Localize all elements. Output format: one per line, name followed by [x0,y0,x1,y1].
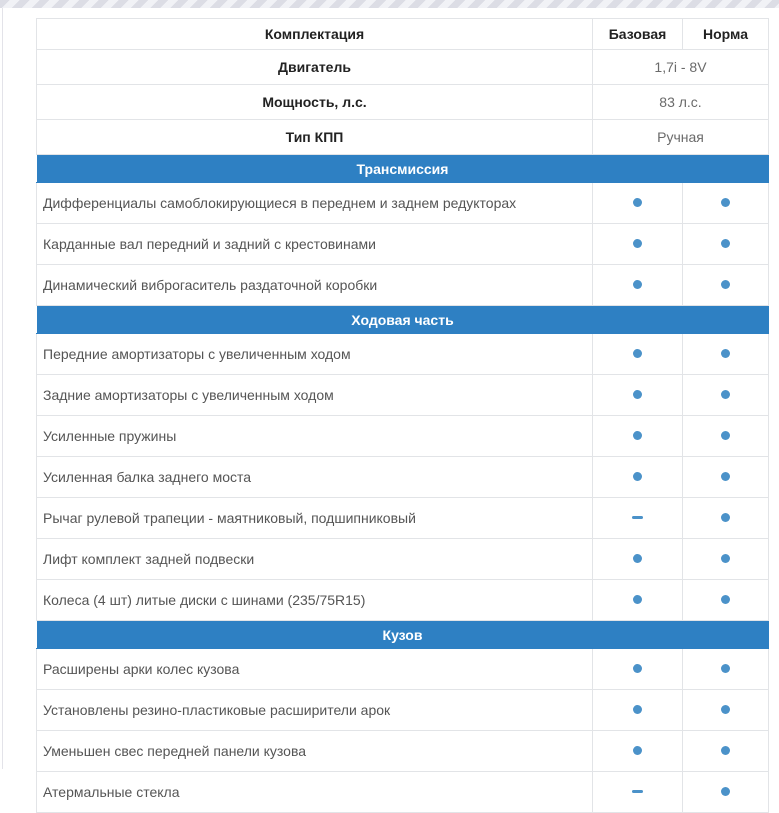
norma-availability-cell [683,224,769,265]
feature-row [37,334,769,375]
included-dot-icon [633,431,642,440]
base-availability-cell [593,416,683,457]
feature-label: Передние амортизаторы с увеличенным ходом [37,334,593,375]
norma-availability-cell [683,772,769,813]
base-availability-cell [593,375,683,416]
feature-row [37,649,769,690]
feature-row [37,539,769,580]
spec-label: Мощность, л.с. [37,85,593,120]
not-available-dash-icon [632,516,643,519]
feature-label: Дифференциалы самоблокирующиеся в переднем и заднем редукторах [37,183,593,224]
base-availability-cell [593,457,683,498]
column-header-base: Базовая [593,19,683,50]
base-availability-cell [593,498,683,539]
norma-availability-cell [683,416,769,457]
included-dot-icon [633,349,642,358]
included-dot-icon [721,349,730,358]
equipment-comparison-table [36,18,769,813]
section-title: Ходовая часть [37,306,769,334]
section-header-row [37,306,769,334]
included-dot-icon [633,705,642,714]
included-dot-icon [721,787,730,796]
feature-label: Атермальные стекла [37,772,593,813]
base-availability-cell [593,183,683,224]
norma-availability-cell [683,375,769,416]
feature-row [37,265,769,306]
included-dot-icon [633,746,642,755]
included-dot-icon [633,239,642,248]
table-header-row [37,19,769,50]
norma-availability-cell [683,580,769,621]
included-dot-icon [633,198,642,207]
norma-availability-cell [683,649,769,690]
feature-row [37,498,769,539]
spec-value: 1,7i - 8V [593,50,769,85]
included-dot-icon [721,280,730,289]
included-dot-icon [721,595,730,604]
base-availability-cell [593,649,683,690]
section-header-row [37,155,769,183]
column-header-configuration: Комплектация [37,19,593,50]
included-dot-icon [633,390,642,399]
included-dot-icon [721,431,730,440]
feature-label: Установлены резино-пластиковые расширители арок [37,690,593,731]
included-dot-icon [633,280,642,289]
norma-availability-cell [683,539,769,580]
included-dot-icon [721,472,730,481]
spec-value: Ручная [593,120,769,155]
feature-row [37,375,769,416]
feature-label: Карданные вал передний и задний с крестовинами [37,224,593,265]
feature-label: Уменьшен свес передней панели кузова [37,731,593,772]
spec-label: Двигатель [37,50,593,85]
base-availability-cell [593,731,683,772]
page-left-border-line [2,8,3,769]
norma-availability-cell [683,334,769,375]
base-availability-cell [593,265,683,306]
feature-row [37,416,769,457]
included-dot-icon [721,239,730,248]
included-dot-icon [721,554,730,563]
feature-label: Лифт комплект задней подвески [37,539,593,580]
included-dot-icon [721,746,730,755]
base-availability-cell [593,334,683,375]
included-dot-icon [633,664,642,673]
feature-row [37,690,769,731]
feature-label: Динамический виброгаситель раздаточной коробки [37,265,593,306]
base-availability-cell [593,772,683,813]
included-dot-icon [721,705,730,714]
feature-label: Задние амортизаторы с увеличенным ходом [37,375,593,416]
included-dot-icon [721,390,730,399]
spec-label: Тип КПП [37,120,593,155]
norma-availability-cell [683,731,769,772]
feature-row [37,772,769,813]
included-dot-icon [633,472,642,481]
feature-label: Рычаг рулевой трапеции - маятниковый, подшипниковый [37,498,593,539]
section-header-row [37,621,769,649]
spec-row [37,85,769,120]
feature-row [37,731,769,772]
base-availability-cell [593,224,683,265]
section-title: Трансмиссия [37,155,769,183]
base-availability-cell [593,690,683,731]
base-availability-cell [593,580,683,621]
included-dot-icon [633,595,642,604]
norma-availability-cell [683,457,769,498]
feature-label: Колеса (4 шт) литые диски с шинами (235/75R15) [37,580,593,621]
section-title: Кузов [37,621,769,649]
feature-label: Усиленная балка заднего моста [37,457,593,498]
feature-row [37,183,769,224]
included-dot-icon [721,513,730,522]
page-top-stripe-decoration [0,0,779,8]
included-dot-icon [721,664,730,673]
feature-row [37,224,769,265]
norma-availability-cell [683,690,769,731]
feature-label: Расширены арки колес кузова [37,649,593,690]
spec-value: 83 л.с. [593,85,769,120]
spec-row [37,50,769,85]
not-available-dash-icon [632,790,643,793]
column-header-norma: Норма [683,19,769,50]
feature-label: Усиленные пружины [37,416,593,457]
base-availability-cell [593,539,683,580]
norma-availability-cell [683,265,769,306]
feature-row [37,580,769,621]
norma-availability-cell [683,183,769,224]
included-dot-icon [721,198,730,207]
feature-row [37,457,769,498]
norma-availability-cell [683,498,769,539]
spec-row [37,120,769,155]
included-dot-icon [633,554,642,563]
